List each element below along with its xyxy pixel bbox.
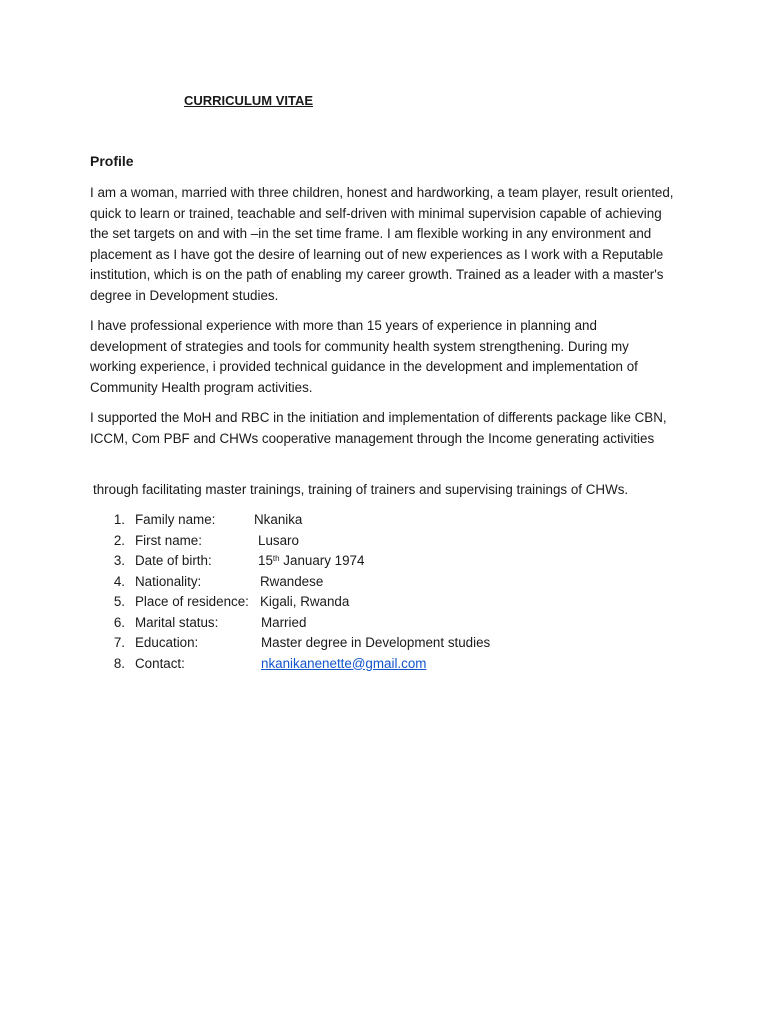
list-number: 3. xyxy=(113,553,125,568)
profile-paragraph-4: through facilitating master trainings, training of trainers and supervising trainings of CHWs. xyxy=(93,482,629,497)
date-ordinal-suffix: th xyxy=(272,554,280,563)
list-number: 4. xyxy=(113,573,125,589)
detail-label: Family name: xyxy=(135,512,216,527)
detail-label: Contact: xyxy=(135,655,185,671)
detail-value: Married xyxy=(261,614,307,630)
detail-value: Master degree in Development studies xyxy=(261,635,491,650)
detail-label: Marital status: xyxy=(135,614,219,630)
detail-label: Education: xyxy=(135,635,199,650)
date-month-year: January 1974 xyxy=(279,553,365,568)
list-number: 6. xyxy=(113,614,125,630)
detail-value: Nkanika xyxy=(254,512,303,527)
detail-label: Date of birth: xyxy=(135,553,212,568)
list-number: 1. xyxy=(113,512,125,527)
list-number: 2. xyxy=(113,532,125,548)
detail-value: Rwandese xyxy=(260,573,324,589)
profile-paragraph-3: I supported the MoH and RBC in the initiation and implementation of differents package like CBN, ICCM, Com PBF and CHWs cooperative management through the Income generating activities xyxy=(90,410,667,446)
contact-email-link[interactable]: nkanikanenette@gmail.com xyxy=(261,655,427,671)
detail-label: Place of residence: xyxy=(135,594,249,609)
document-title: CURRICULUM VITAE xyxy=(184,93,314,108)
detail-value-date xyxy=(258,551,364,572)
profile-heading: Profile xyxy=(90,153,134,169)
profile-paragraph-2: I have professional experience with more than 15 years of experience in planning and development of strategies and tools for community health system strengthening. During my working experience, i provided technical guidance in the development and implementation of Community Health program activities. xyxy=(90,318,638,395)
detail-label: Nationality: xyxy=(135,573,202,589)
date-day: 15 xyxy=(258,553,273,568)
list-number: 8. xyxy=(113,655,125,671)
profile-paragraph-1: I am a woman, married with three children, honest and hardworking, a team player, result oriented, quick to learn or trained, teachable and self-driven with minimal supervision capable of achieving the set targets on and with –in the set time frame. I am flexible working in any environment and placement as I have got the desire of learning out of new experiences as I work with a Reputable institution, which is on the path of enabling my career growth. Trained as a leader with a master's degree in Development studies. xyxy=(90,185,674,303)
detail-label: First name: xyxy=(135,532,202,548)
list-number: 7. xyxy=(113,635,125,650)
detail-value: Lusaro xyxy=(258,532,299,548)
detail-value: Kigali, Rwanda xyxy=(260,594,350,609)
list-number: 5. xyxy=(113,594,125,609)
